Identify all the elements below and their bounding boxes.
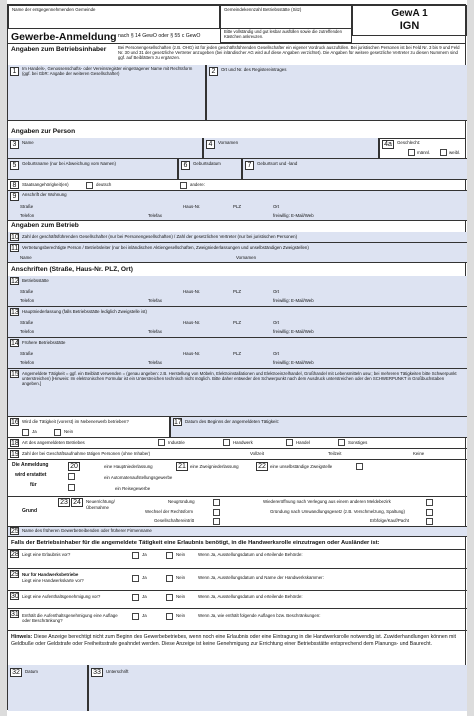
field-14-label: Frühere Betriebsstätte <box>22 340 66 345</box>
form-law: nach § 14 GewO oder § 55 c GewO <box>118 33 201 39</box>
strasse-label: Straße <box>20 289 34 294</box>
anmeldung-fuer: für <box>30 482 37 488</box>
telefax-label: Telefax <box>148 298 162 303</box>
field-number: 4a <box>382 140 394 149</box>
field-16-nebenerwerb <box>8 417 170 438</box>
field-number: 21 <box>176 462 188 471</box>
field-5-geburtsname[interactable] <box>8 159 178 180</box>
grund-block <box>8 497 467 527</box>
field-number: 5 <box>10 161 19 170</box>
field-15-taetigkeit[interactable] <box>8 369 467 417</box>
plz-label: PLZ <box>233 289 242 294</box>
field-5-label: Geburtsname (nur bei Abweichung vom Namen) <box>22 161 116 166</box>
email-label: freiwillig: E-Mail/Web <box>273 298 314 303</box>
field-number: 13 <box>11 309 19 316</box>
field-31-label: Enthält die Aufenthaltsgenehmigung eine Auflage oder Beschränkung? <box>22 613 118 624</box>
field-17-beginn[interactable] <box>170 417 467 438</box>
field-2-register-entry[interactable] <box>206 65 467 121</box>
female-label: weibl. <box>449 150 461 155</box>
field-number: 8 <box>10 181 19 189</box>
left-shadow <box>0 0 7 716</box>
hinweis-label: Hinweis: <box>11 634 33 640</box>
municipality-field[interactable] <box>8 5 220 29</box>
field-28-erlaubnis <box>8 549 467 569</box>
field-31-detail-label: Wenn Ja, wie enthält folgende Auflagen bzw. Beschränkungen: <box>198 613 321 618</box>
field-8-label: Staatsangehörigkeit(en) <box>22 182 69 187</box>
field-19-label: Zahl der bei Geschäftsaufnahme tätigen Personen (ohne Inhaber) <box>22 451 151 456</box>
male-label: männl. <box>417 150 431 155</box>
field-16-label: Wird die Tätigkeit (vorerst) im Nebenerwerb betrieben? <box>22 419 129 424</box>
neugruendung-label: Neugründung <box>168 499 195 504</box>
field-number: 25 <box>11 528 19 535</box>
field-number: 17 <box>174 419 182 426</box>
wiedereroeffnung-label: Wiedereröffnung nach Verlegung aus einem anderen Meldebezirk <box>263 499 391 504</box>
keine-label: Keine <box>413 451 425 456</box>
strasse-label: Straße <box>20 204 34 209</box>
field-number: 31 <box>11 611 19 618</box>
field-10-label: Zahl der geschäftsführenden Gesellschafter (nur bei Personengesellschaften) / Zahl der gesetzlichen Vertreter (nur bei juristischen Personen) <box>22 234 298 239</box>
field-3-label: Name <box>22 140 34 145</box>
field-number: 23 <box>58 498 70 507</box>
field-number: 3 <box>10 140 19 149</box>
vertreter-vornamen-label: Vornamen <box>236 255 257 260</box>
email-label: freiwillig: E-Mail/Web <box>273 213 314 218</box>
field-number: 15 <box>11 371 19 378</box>
nebenerwerb-ja-checkbox[interactable] <box>22 429 29 436</box>
industrie-label: Industrie <box>168 440 185 445</box>
nein-label: Nein <box>176 575 186 580</box>
field-29-label: Nur für Handwerksbetriebe <box>22 572 79 577</box>
auflage-nein-checkbox[interactable] <box>166 613 173 620</box>
form-code-box <box>352 5 467 36</box>
handel-label: Handel <box>296 440 310 445</box>
nein-label: Nein <box>176 613 186 618</box>
telefon-label: Telefon <box>20 329 35 334</box>
handwerkskarte-ja-checkbox[interactable] <box>132 575 139 582</box>
automaten-label: ein Automatenaufstellungsgewerbe <box>104 475 173 480</box>
auflage-ja-checkbox[interactable] <box>132 613 139 620</box>
sonstiges-label: Sonstiges <box>348 440 368 445</box>
owner-heading: Angaben zum Betriebsinhaber <box>11 46 107 53</box>
field-number: 4 <box>206 140 215 149</box>
form-page <box>7 4 466 710</box>
field-17-label: Datum des Beginns der angemeldeten Tätigkeit: <box>185 419 279 424</box>
aufenthalt-ja-checkbox[interactable] <box>132 594 139 601</box>
reise-checkbox[interactable] <box>68 484 75 491</box>
ort-label: Ort <box>273 351 280 356</box>
rechtsform-label: Wechsel der Rechtsform <box>145 509 193 514</box>
zweigstelle-checkbox[interactable] <box>356 463 363 470</box>
nein-label: Nein <box>64 429 74 434</box>
office-id-field[interactable] <box>220 5 352 29</box>
field-30-label: Liegt eine Aufenthaltsgenehmigung vor? <box>22 594 101 599</box>
field-33-unterschrift[interactable] <box>88 665 467 711</box>
instructions-box <box>220 29 352 43</box>
instructions-text: Bitte vollständig und gut lesbar ausfüllen sowie die zutreffenden Kästchen ankreuzen. <box>224 29 342 39</box>
field-4-vorname[interactable] <box>203 138 379 159</box>
field-9-wohnung[interactable] <box>8 191 467 221</box>
ort-label: Ort <box>273 320 280 325</box>
uebernahme-label: Übernahme <box>86 505 109 510</box>
automaten-checkbox[interactable] <box>68 473 75 480</box>
field-9-label: Anschrift der Wohnung <box>22 192 67 197</box>
field-number: 22 <box>256 462 268 471</box>
handel-checkbox[interactable] <box>286 439 293 446</box>
field-1-registered-name[interactable] <box>8 65 206 121</box>
eintritt-checkbox[interactable] <box>213 518 220 525</box>
ja-label: Ja <box>142 552 147 557</box>
erlaubnis-nein-checkbox[interactable] <box>166 552 173 559</box>
field-26-label: Name des früheren Gewerbetreibenden oder früherer Firmenname <box>22 528 152 533</box>
field-number: 18 <box>11 440 19 447</box>
field-1-label: Im Handels-, Genossenschafts- oder Vereinsregister eingetragener Name mit Rechtsform (ggf. bei GbR: Angabe der weiteren Gesellschafter) <box>22 66 193 76</box>
field-number: 7 <box>245 161 254 170</box>
form-code: GewA 1 <box>391 8 428 19</box>
ja-label: Ja <box>32 429 37 434</box>
telefon-label: Telefon <box>20 298 35 303</box>
plz-label: PLZ <box>233 351 242 356</box>
field-11-vertretung[interactable] <box>8 243 467 263</box>
telefax-label: Telefax <box>148 329 162 334</box>
right-shadow <box>467 0 474 716</box>
hausnr-label: Haus-Nr. <box>183 351 201 356</box>
vertreter-name-label: Name <box>20 255 32 260</box>
field-30-detail-label: Wenn Ja, Ausstellungsdatum und erteilende Behörde: <box>198 594 303 599</box>
field-number: 16 <box>11 419 19 426</box>
field-number: 14 <box>11 340 19 347</box>
hauptniederlassung-label: eine Hauptniederlassung <box>104 464 153 469</box>
reise-label: ein Reisegewerbe <box>115 486 151 491</box>
field-28-label: Liegt eine Erlaubnis vor? <box>22 552 71 557</box>
hinweis-text: Diese Anzeige berechtigt nicht zum Beginn des Gewerbebetriebes, wenn noch eine Erlaubnis oder eine Eintragung in die Handwerksrolle notwendig ist. Zuwiderhandlungen können mit Geldbuße oder Geldstrafe oder Freiheitsstrafe geahndet werden. Diese Anzeige ist keine Genehmigung zur Errichtung einer Betriebsstätte entsprechend dem Planungs- und Baurecht. <box>11 634 456 647</box>
erlaubnis-ja-checkbox[interactable] <box>132 552 139 559</box>
nebenerwerb-nein-checkbox[interactable] <box>54 429 61 436</box>
gender-label: Geschlecht: <box>397 140 421 145</box>
owner-note: Bei Personengesellschaften (z.B. OHG) ist für jeden geschäftsführenden Gesellschafter ein eigener Vordruck auszufüllen. Bei juristischen Personen ist bei Feld Nr. 3 bis 9 und Feld Nr. 30 und 31 der gesetzliche Vertreter anzugeben (bei inländischer AG wird auf diese Angaben verzichtet). Die Angaben für weitere gesetzliche Vertreter zu diesen Nummern sind ggf. auf Beiblättern zu ergänzen. <box>118 45 460 61</box>
field-8-staatsangehoerigkeit <box>8 180 467 191</box>
hausnr-label: Haus-Nr. <box>183 289 201 294</box>
field-29-handwerkskarte <box>8 569 467 591</box>
field-number: 32 <box>10 668 22 677</box>
teilzeit-label: Teilzeit <box>328 451 342 456</box>
telefon-label: Telefon <box>20 213 35 218</box>
neugruendung-checkbox[interactable] <box>213 499 220 506</box>
telefax-label: Telefax <box>148 213 162 218</box>
anmeldung-label2: wird erstattet <box>15 472 47 478</box>
field-7-geburtsort[interactable] <box>242 159 467 180</box>
erbfolge-checkbox[interactable] <box>426 518 433 525</box>
handwerk-label: Handwerk <box>233 440 253 445</box>
grund-label: Grund <box>22 508 37 514</box>
municipality-label: Name der entgegennehmenden Gemeinde <box>12 7 96 12</box>
andere-checkbox[interactable] <box>180 182 187 189</box>
field-30-aufenthalt <box>8 591 467 609</box>
field-2-label: Ort und Nr. des Registereintrages <box>221 67 287 72</box>
field-32-datum[interactable] <box>8 665 88 711</box>
aufenthalt-nein-checkbox[interactable] <box>166 594 173 601</box>
field-4-label: Vornamen <box>218 140 239 145</box>
field-13-hauptniederlassung[interactable] <box>8 307 467 338</box>
form-title: Gewerbe-Anmeldung <box>11 31 117 43</box>
field-number: 9 <box>10 192 19 201</box>
hausnr-label: Haus-Nr. <box>183 204 201 209</box>
ja-label: Ja <box>142 613 147 618</box>
andere-label: andere: <box>190 182 205 187</box>
field-number: 12 <box>11 278 19 285</box>
erlaubnis-heading: Falls der Betriebsinhaber für die angemeldete Tätigkeit eine Erlaubnis benötigt, in die Handwerksrolle einzutragen oder Ausländer ist: <box>11 540 380 546</box>
field-12-label: Betriebsstätte <box>22 278 49 283</box>
field-number: 11 <box>11 245 19 252</box>
field-7-label: Geburtsort und -land <box>257 161 298 166</box>
field-29-detail-label: Wenn Ja, Ausstellungsdatum und Name der Handwerkskammer: <box>198 575 324 580</box>
field-number: 20 <box>68 462 80 471</box>
female-checkbox[interactable] <box>440 149 447 156</box>
umwandlung-label: Gründung nach Umwandlungsgesetz (z.B. Verschmelzung, Spaltung) <box>270 509 405 514</box>
form-type: IGN <box>399 20 420 32</box>
zweigstelle-label: eine unselbständige Zweigstelle <box>270 464 333 469</box>
field-number: 1 <box>10 67 19 76</box>
strasse-label: Straße <box>20 351 34 356</box>
industrie-checkbox[interactable] <box>158 439 165 446</box>
plz-label: PLZ <box>233 204 242 209</box>
field-number: 2 <box>209 67 218 76</box>
hausnr-label: Haus-Nr. <box>183 320 201 325</box>
nein-label: Nein <box>176 594 186 599</box>
field-28-detail-label: Wenn Ja, Ausstellungsdatum und erteilende Behörde: <box>198 552 303 557</box>
deutsch-checkbox[interactable] <box>86 182 93 189</box>
anschriften-heading: Anschriften (Straße, Haus-Nr. PLZ, Ort) <box>11 266 134 273</box>
erbfolge-label: Erbfolge/Kauf/Pacht <box>370 518 410 523</box>
nein-label: Nein <box>176 552 186 557</box>
field-18-label: Art des angemeldeten Betriebes <box>22 440 85 445</box>
field-26-frueherer-name[interactable] <box>8 527 467 537</box>
field-number: 24 <box>71 498 83 507</box>
field-15-label: Angemeldete Tätigkeit = ggf. ein Beiblatt verwenden = (genau angeben: z.B. Herstellung von Möbeln, Elektroinstallationen und Elektroeinzelhandel, Großhandel mit Lebensmitteln usw.; bei mehreren Tätigkeiten bitte Schwerpunkt unterstreichen) [Hinweis: Im elektronischen Formular ist ein Unterstreichen technisch nicht möglich. Bitte daher entweder den Schwerpunkt nach dem Ausdruck unterstreichen oder den SCHWERPUNKT in Großbuchstaben angeben.] <box>22 371 457 387</box>
field-3-name[interactable] <box>8 138 203 159</box>
field-6-geburtsdatum[interactable] <box>178 159 242 180</box>
ort-label: Ort <box>273 204 280 209</box>
ort-label: Ort <box>273 289 280 294</box>
field-10-gesellschafter[interactable] <box>8 232 467 243</box>
strasse-label: Straße <box>20 320 34 325</box>
neuerrichtung-label: Neuerrichtung/ <box>86 499 115 504</box>
ja-label: Ja <box>142 594 147 599</box>
zweigniederlassung-label: eine Zweigniederlassung <box>190 464 239 469</box>
field-number: 6 <box>181 161 190 170</box>
field-13-label: Hauptniederlassung (falls Betriebsstätte lediglich Zweigstelle ist) <box>22 309 147 314</box>
anmeldung-label: Die Anmeldung <box>12 462 49 468</box>
anmeldung-block <box>8 460 467 497</box>
ja-label: Ja <box>142 575 147 580</box>
sonstiges-checkbox[interactable] <box>338 439 345 446</box>
rechtsform-checkbox[interactable] <box>213 509 220 516</box>
field-18-art <box>8 438 467 449</box>
office-id-label: Gemeindekennzahl Betriebsstätte (Sitz) <box>224 7 302 12</box>
field-4a-geschlecht <box>379 138 467 159</box>
field-number: 30 <box>11 593 19 600</box>
handwerkskarte-nein-checkbox[interactable] <box>166 575 173 582</box>
field-number: 19 <box>11 451 19 458</box>
umwandlung-checkbox[interactable] <box>426 509 433 516</box>
field-19-personen <box>8 449 467 460</box>
email-label: freiwillig: E-Mail/Web <box>273 329 314 334</box>
field-11-label: Vertretungsberechtigte Person / Betriebsleiter (nur bei inländischen Aktiengesellschaften, Zweigniederlassungen und unselbständigen Zweigstellen) <box>22 245 309 250</box>
handwerk-checkbox[interactable] <box>223 439 230 446</box>
field-number: 10 <box>11 234 19 241</box>
deutsch-label: deutsch <box>96 182 112 187</box>
unterschrift-label: Unterschrift <box>106 669 129 674</box>
field-29-sublabel: Liegt eine Handwerkskarte vor? <box>22 578 84 583</box>
field-14-fruehere-betriebsstaette[interactable] <box>8 338 467 369</box>
datum-label: Datum <box>25 669 38 674</box>
field-6-label: Geburtsdatum <box>193 161 221 166</box>
telefax-label: Telefax <box>148 360 162 365</box>
hinweis-block <box>11 634 463 647</box>
person-heading: Angaben zur Person <box>11 128 76 135</box>
field-31-auflage <box>8 609 467 631</box>
field-number: 33 <box>91 668 103 677</box>
field-number: 29 <box>11 571 19 578</box>
telefon-label: Telefon <box>20 360 35 365</box>
email-label: freiwillig: E-Mail/Web <box>273 360 314 365</box>
field-number: 28 <box>11 551 19 558</box>
male-checkbox[interactable] <box>408 149 415 156</box>
vollzeit-label: Vollzeit <box>250 451 264 456</box>
field-12-betriebsstaette[interactable] <box>8 276 467 307</box>
plz-label: PLZ <box>233 320 242 325</box>
eintritt-label: Gesellschaftereintritt <box>154 518 195 523</box>
betrieb-heading: Angaben zum Betrieb <box>11 222 79 229</box>
wiedereroeffnung-checkbox[interactable] <box>426 499 433 506</box>
